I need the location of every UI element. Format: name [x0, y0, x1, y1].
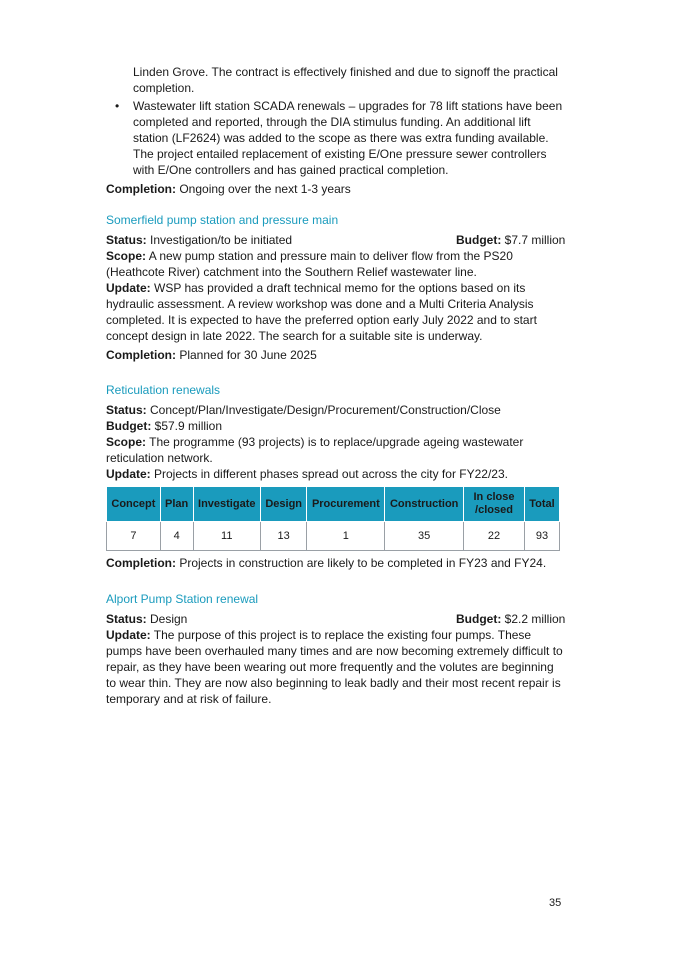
table-cell-investigate: 11: [193, 522, 260, 551]
completion-value: Projects in construction are likely to be completed in FY23 and FY24.: [176, 556, 547, 570]
budget-label: Budget:: [456, 233, 502, 247]
somerfield-status-row: [106, 232, 566, 248]
update-label: Update:: [106, 628, 151, 642]
reticulation-status: [106, 402, 566, 418]
document-page: [106, 64, 566, 707]
table-cell-design: 13: [260, 522, 306, 551]
completion-label: Completion:: [106, 348, 176, 362]
column-header-in-close: In close /closed: [463, 487, 524, 522]
continued-text-line-1: Linden Grove. The contract is effectively finished and due to signoff the practical: [133, 65, 558, 79]
reticulation-scope: [106, 434, 566, 466]
projects-phase-table: [106, 486, 560, 551]
section-heading-somerfield: Somerfield pump station and pressure main: [106, 213, 339, 227]
somerfield-update: [106, 280, 566, 344]
table-header-row: [107, 487, 560, 522]
column-header-procurement: Procurement: [307, 487, 385, 522]
reticulation-update: [106, 466, 566, 482]
alport-update: [106, 627, 566, 707]
status-label: Status:: [106, 612, 147, 626]
table-cell-plan: 4: [160, 522, 193, 551]
status-label: Status:: [106, 233, 147, 247]
section-spacer: [106, 363, 566, 379]
table-row: [107, 522, 560, 551]
update-label: Update:: [106, 467, 151, 481]
table-cell-concept: 7: [107, 522, 161, 551]
alport-status: [106, 611, 187, 627]
budget-label: Budget:: [106, 419, 152, 433]
scope-value: A new pump station and pressure main to deliver flow from the PS20 (Heathcote River) catchment into the Southern Relief wastewater line.: [106, 249, 513, 279]
intro-completion: [106, 181, 566, 197]
update-label: Update:: [106, 281, 151, 295]
update-value: The purpose of this project is to replace the existing four pumps. These pumps have been overhauled many times and are now becoming extremely difficult to repair, as they have been wearing out more frequently and the volutes are beginning to wear thin. They are now also beginning to leak badly and their most recent repair is temporary and at risk of failure.: [106, 628, 563, 706]
table-cell-procurement: 1: [307, 522, 385, 551]
reticulation-budget: [106, 418, 566, 434]
column-header-total: Total: [524, 487, 559, 522]
column-header-plan: Plan: [160, 487, 193, 522]
completion-value: Planned for 30 June 2025: [176, 348, 317, 362]
table-cell-construction: 35: [385, 522, 464, 551]
completion-label: Completion:: [106, 556, 176, 570]
update-value: Projects in different phases spread out across the city for FY22/23.: [150, 467, 508, 481]
somerfield-scope: [106, 248, 566, 280]
scope-label: Scope:: [106, 249, 147, 263]
table-cell-total: 93: [524, 522, 559, 551]
completion-label: Completion:: [106, 182, 176, 196]
bullet-text: Wastewater lift station SCADA renewals – upgrades for 78 lift stations have been completed and reported, through the DIA stimulus funding. An additional lift station (LF2624) was added to the scope as there was extra funding available. The project entailed replacement of existing E/One pressure sewer controllers with E/One controllers and has gained practical completion.: [133, 99, 563, 177]
column-header-concept: Concept: [107, 487, 161, 522]
section-heading-alport: Alport Pump Station renewal: [106, 592, 259, 606]
status-label: Status:: [106, 403, 147, 417]
section-heading-reticulation: Reticulation renewals: [106, 383, 221, 397]
update-value: WSP has provided a draft technical memo for the options based on its hydraulic assessment. A review workshop was done and a Multi Criteria Analysis completed. It is expected to have the preferred option early July 2022 and to start concept design in late 2022. The search for a suitable site is underway.: [106, 281, 537, 343]
continued-text-line-2: completion.: [133, 81, 195, 95]
budget-value: $57.9 million: [151, 419, 223, 433]
somerfield-budget: [456, 232, 566, 248]
somerfield-status: [106, 232, 292, 248]
somerfield-completion: [106, 347, 566, 363]
bullet-marker: •: [115, 99, 120, 113]
scope-label: Scope:: [106, 435, 147, 449]
reticulation-completion: [106, 555, 566, 571]
table-cell-in-close: 22: [463, 522, 524, 551]
column-header-investigate: Investigate: [193, 487, 260, 522]
budget-value: $2.2 million: [501, 612, 566, 626]
alport-status-row: [106, 611, 566, 627]
bullet-list-item: [106, 98, 566, 178]
completion-value: Ongoing over the next 1-3 years: [176, 182, 351, 196]
budget-value: $7.7 million: [501, 233, 566, 247]
column-header-construction: Construction: [385, 487, 464, 522]
page-number: 35: [549, 897, 562, 909]
scope-value: The programme (93 projects) is to replace/upgrade ageing wastewater reticulation network.: [106, 435, 524, 465]
status-value: Design: [146, 612, 188, 626]
status-value: Concept/Plan/Investigate/Design/Procurement/Construction/Close: [146, 403, 501, 417]
column-header-design: Design: [260, 487, 306, 522]
budget-label: Budget:: [456, 612, 502, 626]
alport-budget: [456, 611, 566, 627]
status-value: Investigation/to be initiated: [146, 233, 293, 247]
